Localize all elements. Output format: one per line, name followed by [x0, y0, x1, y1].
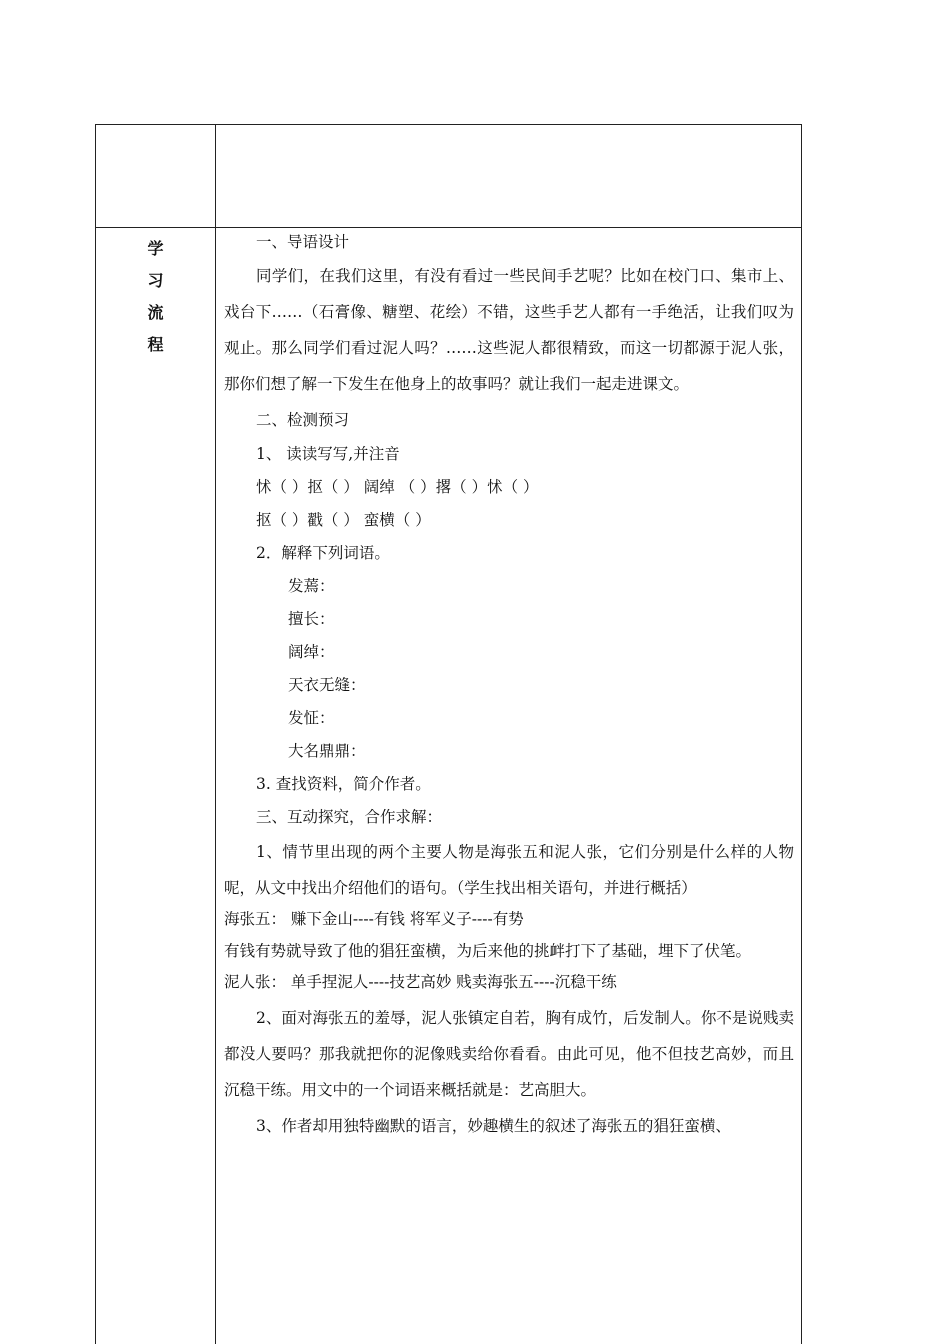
- hai-zhangwu-line: 海张五： 赚下金山----有钱 将军义子----有势: [224, 910, 524, 928]
- word-item: 天衣无缝：: [288, 676, 366, 694]
- word-item: 发蔫：: [288, 577, 335, 595]
- content-cell: [224, 229, 794, 1144]
- q1-label: 1、 读读写写,并注音: [256, 445, 400, 463]
- word-item: 阔绰：: [288, 643, 335, 661]
- section1-heading: 一、导语设计: [256, 233, 350, 251]
- section1-intro: 同学们，在我们这里，有没有看过一些民间手艺呢？比如在校门口、集市上、戏台下……（石膏像、糖塑、花绘）不错，这些手艺人都有一手绝活，让我们叹为观止。那么同学们看过泥人吗？……这些泥人都很精致，而这一切都源于泥人张，那你们想了解一下发生在他身上的故事吗？就让我们一起走进课文。: [224, 267, 794, 393]
- side-label-char: 习: [147, 271, 164, 290]
- side-label-learning-process: [96, 229, 215, 361]
- lesson-table: [95, 124, 802, 1344]
- side-label-char: 程: [147, 335, 164, 354]
- word-item: 擅长：: [288, 610, 335, 628]
- section3-p2: 2、面对海张五的羞辱，泥人张镇定自若，胸有成竹，后发制人。你不是说贱卖都没人要吗？那我就把你的泥像贱卖给你看看。由此可见，他不但技艺高妙，而且沉稳干练。用文中的一个词语来概括就是：艺高胆大。: [224, 1009, 794, 1099]
- section3-heading: 三、互动探究，合作求解：: [256, 808, 443, 826]
- section3-p1: 1、情节里出现的两个主要人物是海张五和泥人张，它们分别是什么样的人物呢，从文中找出介绍他们的语句。（学生找出相关语句，并进行概括）: [224, 843, 794, 897]
- q3-label: 3. 查找资料，简介作者。: [256, 775, 431, 793]
- word-item: 大名鼎鼎：: [288, 742, 366, 760]
- section3-p3: 3、作者却用独特幽默的语言，妙趣横生的叙述了海张五的猖狂蛮横、: [256, 1117, 731, 1135]
- section2-heading: 二、检测预习: [256, 411, 350, 429]
- column-divider: [215, 125, 216, 1344]
- pinyin-row-2: 抠（ ）戳（ ） 蛮横（ ）: [256, 511, 431, 529]
- row-divider: [96, 227, 801, 228]
- hai-zhangwu-note: 有钱有势就导致了他的猖狂蛮横，为后来他的挑衅打下了基础，埋下了伏笔。: [224, 942, 752, 960]
- ni-renzhang-line: 泥人张： 单手捏泥人----技艺高妙 贱卖海张五----沉稳干练: [224, 973, 617, 991]
- pinyin-row-1: 怵（ ）抠（ ） 阔绰 （ ）撂（ ）怵（ ）: [256, 478, 539, 496]
- side-label-char: 学: [147, 239, 164, 258]
- q2-label: 2．解释下列词语。: [256, 544, 390, 562]
- side-label-char: 流: [147, 303, 164, 322]
- word-item: 发怔：: [288, 709, 335, 727]
